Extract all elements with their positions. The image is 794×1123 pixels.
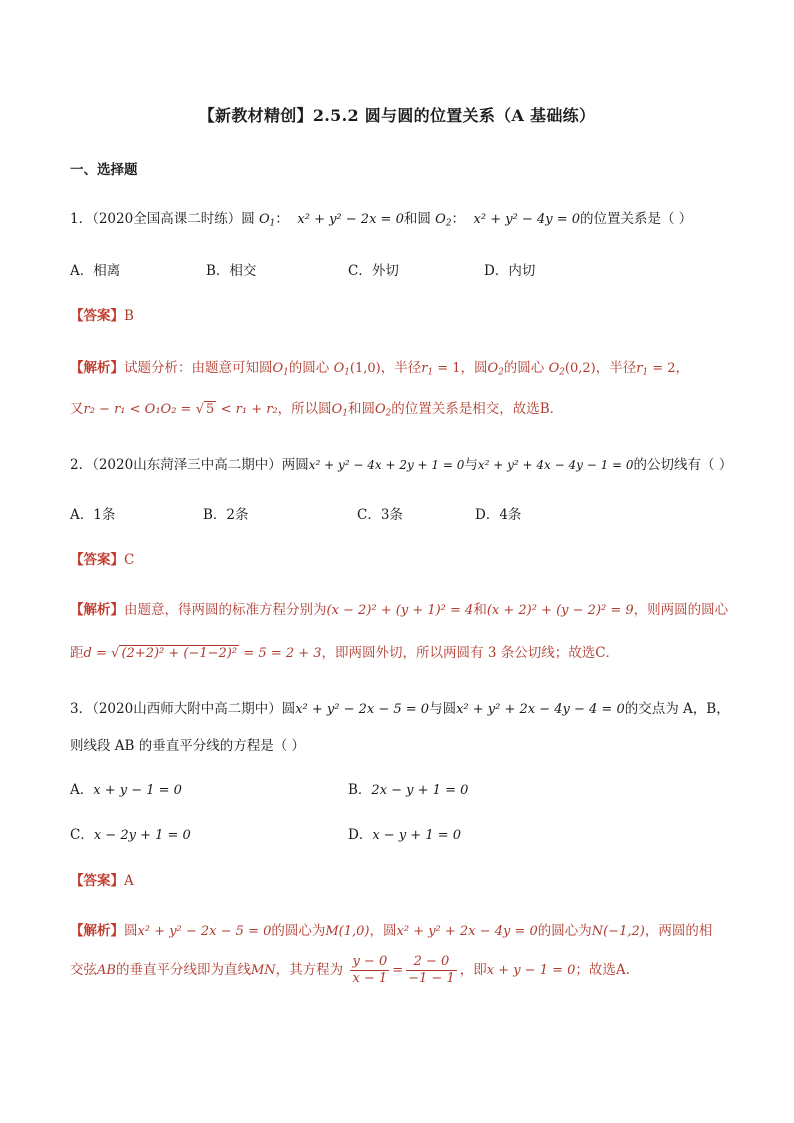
analysis-tag: 【解析】 [70, 602, 124, 618]
equation: x² + y² + 4x − 4y − 1 = 0 [477, 458, 634, 472]
question-text: 与 [464, 457, 478, 473]
page-title: 【新教材精创】2.5.2 圆与圆的位置关系（A 基础练） [198, 106, 596, 125]
answer-tag: 【答案】 [70, 873, 124, 889]
colon: ： [275, 211, 289, 227]
denominator: −1 − 1 [408, 971, 455, 986]
equation: x + y − 1 = 0 [486, 963, 576, 978]
question-3-line-2: 则线段 AB 的垂直平分线的方程是（ ） [70, 738, 306, 754]
option-equation: 2x − y + 1 = 0 [371, 783, 469, 798]
option-a[interactable] [70, 778, 182, 798]
analysis-text: 距 [70, 645, 84, 661]
option-b[interactable]: B．2条 [203, 507, 249, 523]
analysis-text: ，两圆的相 [644, 923, 713, 939]
analysis-text: ，所以圆 [277, 401, 332, 417]
question-text: 圆 [241, 211, 255, 227]
option-label: D． [348, 827, 373, 843]
question-3 [70, 697, 730, 717]
answer-line [70, 869, 134, 889]
circle-label: $O_2$ [435, 212, 452, 229]
equation: (x + 2)² + (y − 2)² = 9 [486, 603, 634, 618]
analysis-text: ，即 [459, 962, 487, 978]
segment-label: AB [97, 963, 116, 978]
sqrt-expression: √ 5 [195, 402, 215, 417]
option-label: B． [348, 782, 372, 798]
equation: x² + y² + 2x − 4y − 4 = 0 [456, 702, 625, 717]
equation: x² + y² − 2x − 5 = 0 [295, 702, 430, 717]
answer-value: A [124, 873, 134, 889]
option-b[interactable]: B．相交 [206, 263, 257, 279]
analysis-text: 的圆心 [503, 360, 545, 376]
option-label: C． [70, 827, 94, 843]
question-text: 的交点为 A，B， [624, 701, 730, 717]
question-source: （2020山西师大附中高二期中） [92, 701, 282, 717]
equation: (x − 2)² + (y + 1)² = 4 [326, 603, 474, 618]
analysis-text: 试题分析：由题意可知圆 [124, 360, 273, 376]
analysis-line [70, 356, 689, 376]
sqrt-expression: √ (2+2)² + (−1−2)² [111, 646, 238, 661]
analysis-text: ，半径 [380, 360, 422, 376]
line-label: MN [250, 963, 276, 978]
radius: $r_1 = 1$ [421, 361, 461, 378]
analysis-tag: 【解析】 [70, 360, 124, 376]
analysis-text: 交弦 [70, 962, 97, 978]
analysis-tag: 【解析】 [70, 923, 124, 939]
circle-label: $O_1$ [259, 212, 276, 229]
analysis-text: 的圆心 [288, 360, 330, 376]
option-d[interactable] [348, 823, 461, 843]
circle-center: $O_2(0,2)$ [548, 361, 596, 378]
question-2 [70, 453, 732, 473]
analysis-text: 又 [70, 401, 84, 417]
analysis-text: 的垂直平分线即为直线 [115, 962, 251, 978]
fraction [350, 954, 389, 987]
section-heading: 一、选择题 [70, 162, 138, 178]
circle-center: M(1,0) [325, 924, 370, 939]
analysis-text: 的位置关系是相交，故选B． [391, 401, 564, 417]
analysis-text: ，半径 [595, 360, 637, 376]
answer-tag: 【答案】 [70, 308, 124, 324]
option-d[interactable]: D．4条 [475, 507, 522, 523]
analysis-text: ，圆 [369, 923, 397, 939]
analysis-line [70, 397, 563, 417]
inequality: r₂ − r₁ < O₁O₂ = [83, 402, 192, 417]
option-a[interactable]: A．相离 [70, 263, 121, 279]
question-number: 1． [70, 211, 93, 227]
equation: x² + y² + 2x − 4y = 0 [396, 924, 538, 939]
inequality: < r₁ + r₂ [220, 402, 278, 417]
question-text: 的公切线有（ ） [633, 457, 733, 473]
option-equation: x + y − 1 = 0 [93, 783, 182, 798]
question-1 [70, 207, 692, 227]
option-equation: x − 2y + 1 = 0 [93, 828, 191, 843]
analysis-text: ，则两圆的圆心 [633, 602, 729, 618]
analysis-text: 圆 [124, 923, 138, 939]
option-c[interactable] [70, 823, 191, 843]
analysis-text: 和 [473, 602, 487, 618]
question-source: （2020全国高课二时练） [92, 211, 242, 227]
circle-center: $O_1(1,0)$ [333, 361, 381, 378]
analysis-text: 和圆 [347, 401, 375, 417]
option-a[interactable]: A．1条 [70, 507, 116, 523]
equation: x² + y² − 2x − 5 = 0 [137, 924, 272, 939]
question-text: 圆 [281, 701, 296, 717]
equation: = 5 = 2 + 3 [243, 646, 322, 661]
answer-value: B [124, 308, 134, 324]
circle-label: $O_2$ [487, 361, 504, 378]
analysis-text: 的圆心为 [537, 923, 592, 939]
option-label: A． [70, 782, 94, 798]
option-c[interactable]: C．外切 [348, 263, 399, 279]
circle-label: $O_2$ [374, 402, 392, 419]
analysis-text: ，其方程为 [275, 962, 344, 978]
option-equation: x − y + 1 = 0 [372, 828, 462, 843]
question-text: 两圆 [281, 457, 309, 473]
analysis-text: ， [675, 360, 689, 376]
option-d[interactable]: D．内切 [484, 263, 536, 279]
answer-line [70, 548, 134, 568]
colon: ： [451, 211, 465, 227]
numerator: y − 0 [352, 954, 388, 969]
equation: x² + y² − 2x = 0 [297, 212, 404, 227]
radius: $r_1 = 2$ [636, 361, 676, 378]
denominator: x − 1 [352, 971, 388, 986]
numerator: 2 − 0 [406, 954, 457, 971]
answer-tag: 【答案】 [70, 552, 124, 568]
equation: x² + y² − 4y = 0 [473, 212, 580, 227]
analysis-text: ，圆 [460, 360, 488, 376]
analysis-text: ，即两圆外切，所以两圆有 3 条公切线；故选C． [321, 645, 620, 661]
option-b[interactable] [348, 778, 468, 798]
analysis-text: ；故选A. [575, 962, 630, 978]
answer-line [70, 304, 134, 324]
analysis-line [70, 919, 712, 939]
analysis-line [70, 598, 728, 618]
question-text: 的位置关系是（ ） [580, 211, 693, 227]
analysis-line [70, 641, 619, 661]
question-number: 3． [70, 701, 93, 717]
circle-label: $O_1$ [272, 361, 289, 378]
equation: x² + y² − 4x + 2y + 1 = 0 [308, 458, 465, 472]
analysis-text: 的圆心为 [271, 923, 326, 939]
question-text: 与圆 [429, 701, 457, 717]
answer-value: C [124, 552, 135, 568]
circle-center: N(−1,2) [591, 924, 645, 939]
equation: d = [83, 646, 107, 661]
circle-label: $O_1$ [331, 402, 348, 419]
analysis-line [70, 954, 630, 987]
analysis-text: 由题意，得两圆的标准方程分别为 [124, 602, 327, 618]
question-source: （2020山东菏泽三中高二期中） [92, 457, 282, 473]
question-number: 2． [70, 457, 93, 473]
equals-sign: = [392, 963, 404, 978]
fraction [406, 954, 457, 987]
option-c[interactable]: C．3条 [357, 507, 403, 523]
question-text: 和圆 [403, 211, 431, 227]
